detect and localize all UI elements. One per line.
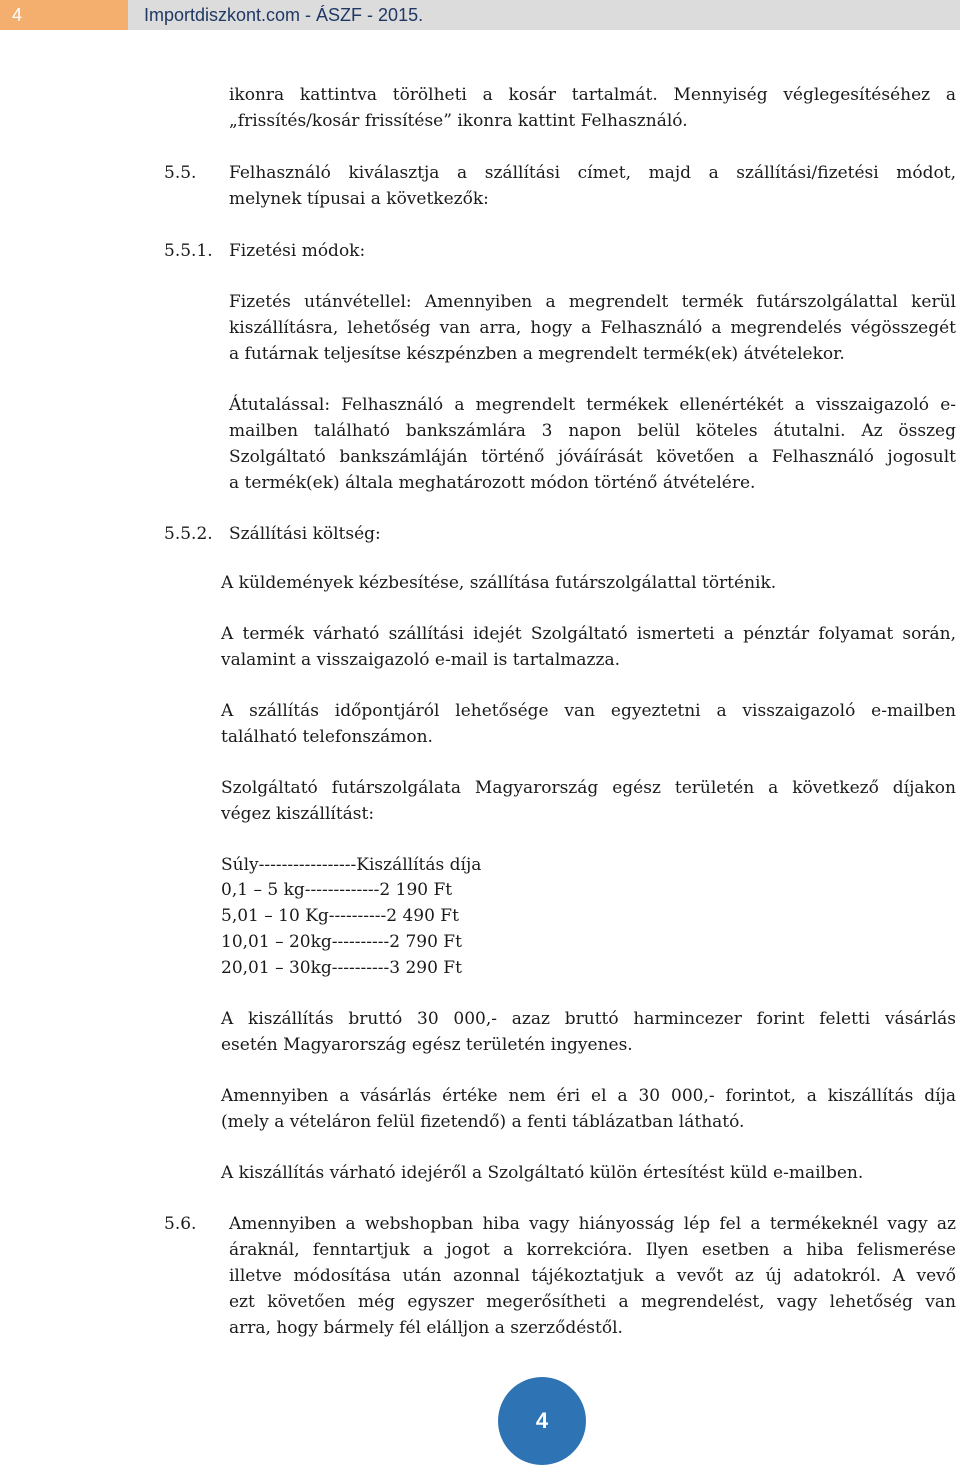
section-number: 5.5.2. xyxy=(164,524,213,544)
section-number: 5.5.1. xyxy=(164,241,213,261)
header-title: Importdiszkont.com - ÁSZF - 2015. xyxy=(144,5,424,25)
page-number-badge: 4 xyxy=(498,1377,586,1465)
paragraph-line: A termék várható szállítási idejét Szolgáltató ismerteti a pénztár folyamat során, xyxy=(221,624,956,644)
header-page-number: 4 xyxy=(0,0,128,30)
paragraph-line: A kiszállítás várható idejéről a Szolgáltató külön értesítést küld e-mailben. xyxy=(221,1163,864,1183)
paragraph-line: Szolgáltató futárszolgálata Magyarország egész területén a következő díjakon xyxy=(221,778,956,798)
section-heading: Fizetési módok: xyxy=(229,241,366,261)
paragraph-line: végez kiszállítást: xyxy=(221,804,375,824)
paragraph-line: (mely a vételáron felül fizetendő) a fenti táblázatban látható. xyxy=(221,1112,745,1132)
intro-line: ikonra kattintva törölheti a kosár tartalmát. Mennyiség véglegesítéséhez a xyxy=(229,85,956,105)
intro-line: „frissítés/kosár frissítése” ikonra kattint Felhasználó. xyxy=(229,111,688,131)
paragraph-line: a futárnak teljesítse készpénzben a megrendelt termék(ek) átvételekor. xyxy=(229,344,845,364)
paragraph-line: Fizetés utánvétellel: Amennyiben a megrendelt termék futárszolgálattal kerül xyxy=(229,292,956,312)
paragraph-line: található telefonszámon. xyxy=(221,727,433,747)
paragraph-line: kiszállításra, lehetőség van arra, hogy a Felhasználó a megrendelés végösszegét xyxy=(229,318,956,338)
paragraph-line: A kiszállítás bruttó 30 000,- azaz bruttó harmincezer forint feletti vásárlás xyxy=(221,1009,956,1029)
paragraph-line: Átutalással: Felhasználó a megrendelt termékek ellenértékét a visszaigazoló e- xyxy=(229,395,956,415)
page-header xyxy=(0,0,960,30)
paragraph-line: Szolgáltató bankszámláján történő jóváírását követően a Felhasználó jogosult xyxy=(229,447,956,467)
section-text: melynek típusai a következők: xyxy=(229,189,489,209)
section-heading: Szállítási költség: xyxy=(229,524,381,544)
paragraph-line: a termék(ek) általa meghatározott módon történő átvételére. xyxy=(229,473,756,493)
section-number: 5.5. xyxy=(164,163,197,183)
paragraph-line: illetve módosítása után azonnal tájékoztatjuk a vevőt az új adatokról. A vevő xyxy=(229,1266,956,1286)
paragraph-line: A szállítás időpontjáról lehetősége van egyeztetni a visszaigazoló e-mailben xyxy=(221,701,956,721)
paragraph-line: Amennyiben a webshopban hiba vagy hiányosság lép fel a termékeknél vagy az xyxy=(229,1214,956,1234)
shipping-table-row: Súly-----------------Kiszállítás díja xyxy=(221,855,482,875)
shipping-table-row: 0,1 – 5 kg-------------2 190 Ft xyxy=(221,880,453,900)
paragraph-line: Amennyiben a vásárlás értéke nem éri el a 30 000,- forintot, a kiszállítás díja xyxy=(221,1086,956,1106)
shipping-table-row: 5,01 – 10 Kg----------2 490 Ft xyxy=(221,906,459,926)
paragraph-line: mailben található bankszámlára 3 napon belül köteles átutalni. Az összeg xyxy=(229,421,956,441)
paragraph-line: arra, hogy bármely fél elálljon a szerződéstől. xyxy=(229,1318,623,1338)
paragraph-line: A küldemények kézbesítése, szállítása futárszolgálattal történik. xyxy=(221,573,777,593)
section-text: Felhasználó kiválasztja a szállítási címet, majd a szállítási/fizetési módot, xyxy=(229,163,956,183)
paragraph-line: esetén Magyarország egész területén ingyenes. xyxy=(221,1035,633,1055)
paragraph-line: valamint a visszaigazoló e-mail is tartalmazza. xyxy=(221,650,621,670)
paragraph-line: áraknál, fenntartjuk a jogot a korrekcióra. Ilyen esetben a hiba felismerése xyxy=(229,1240,956,1260)
shipping-table-row: 10,01 – 20kg----------2 790 Ft xyxy=(221,932,462,952)
section-number: 5.6. xyxy=(164,1214,197,1234)
paragraph-line: ezt követően még egyszer megerősítheti a megrendelést, vagy lehetőség van xyxy=(229,1292,956,1312)
shipping-table-row: 20,01 – 30kg----------3 290 Ft xyxy=(221,958,462,978)
